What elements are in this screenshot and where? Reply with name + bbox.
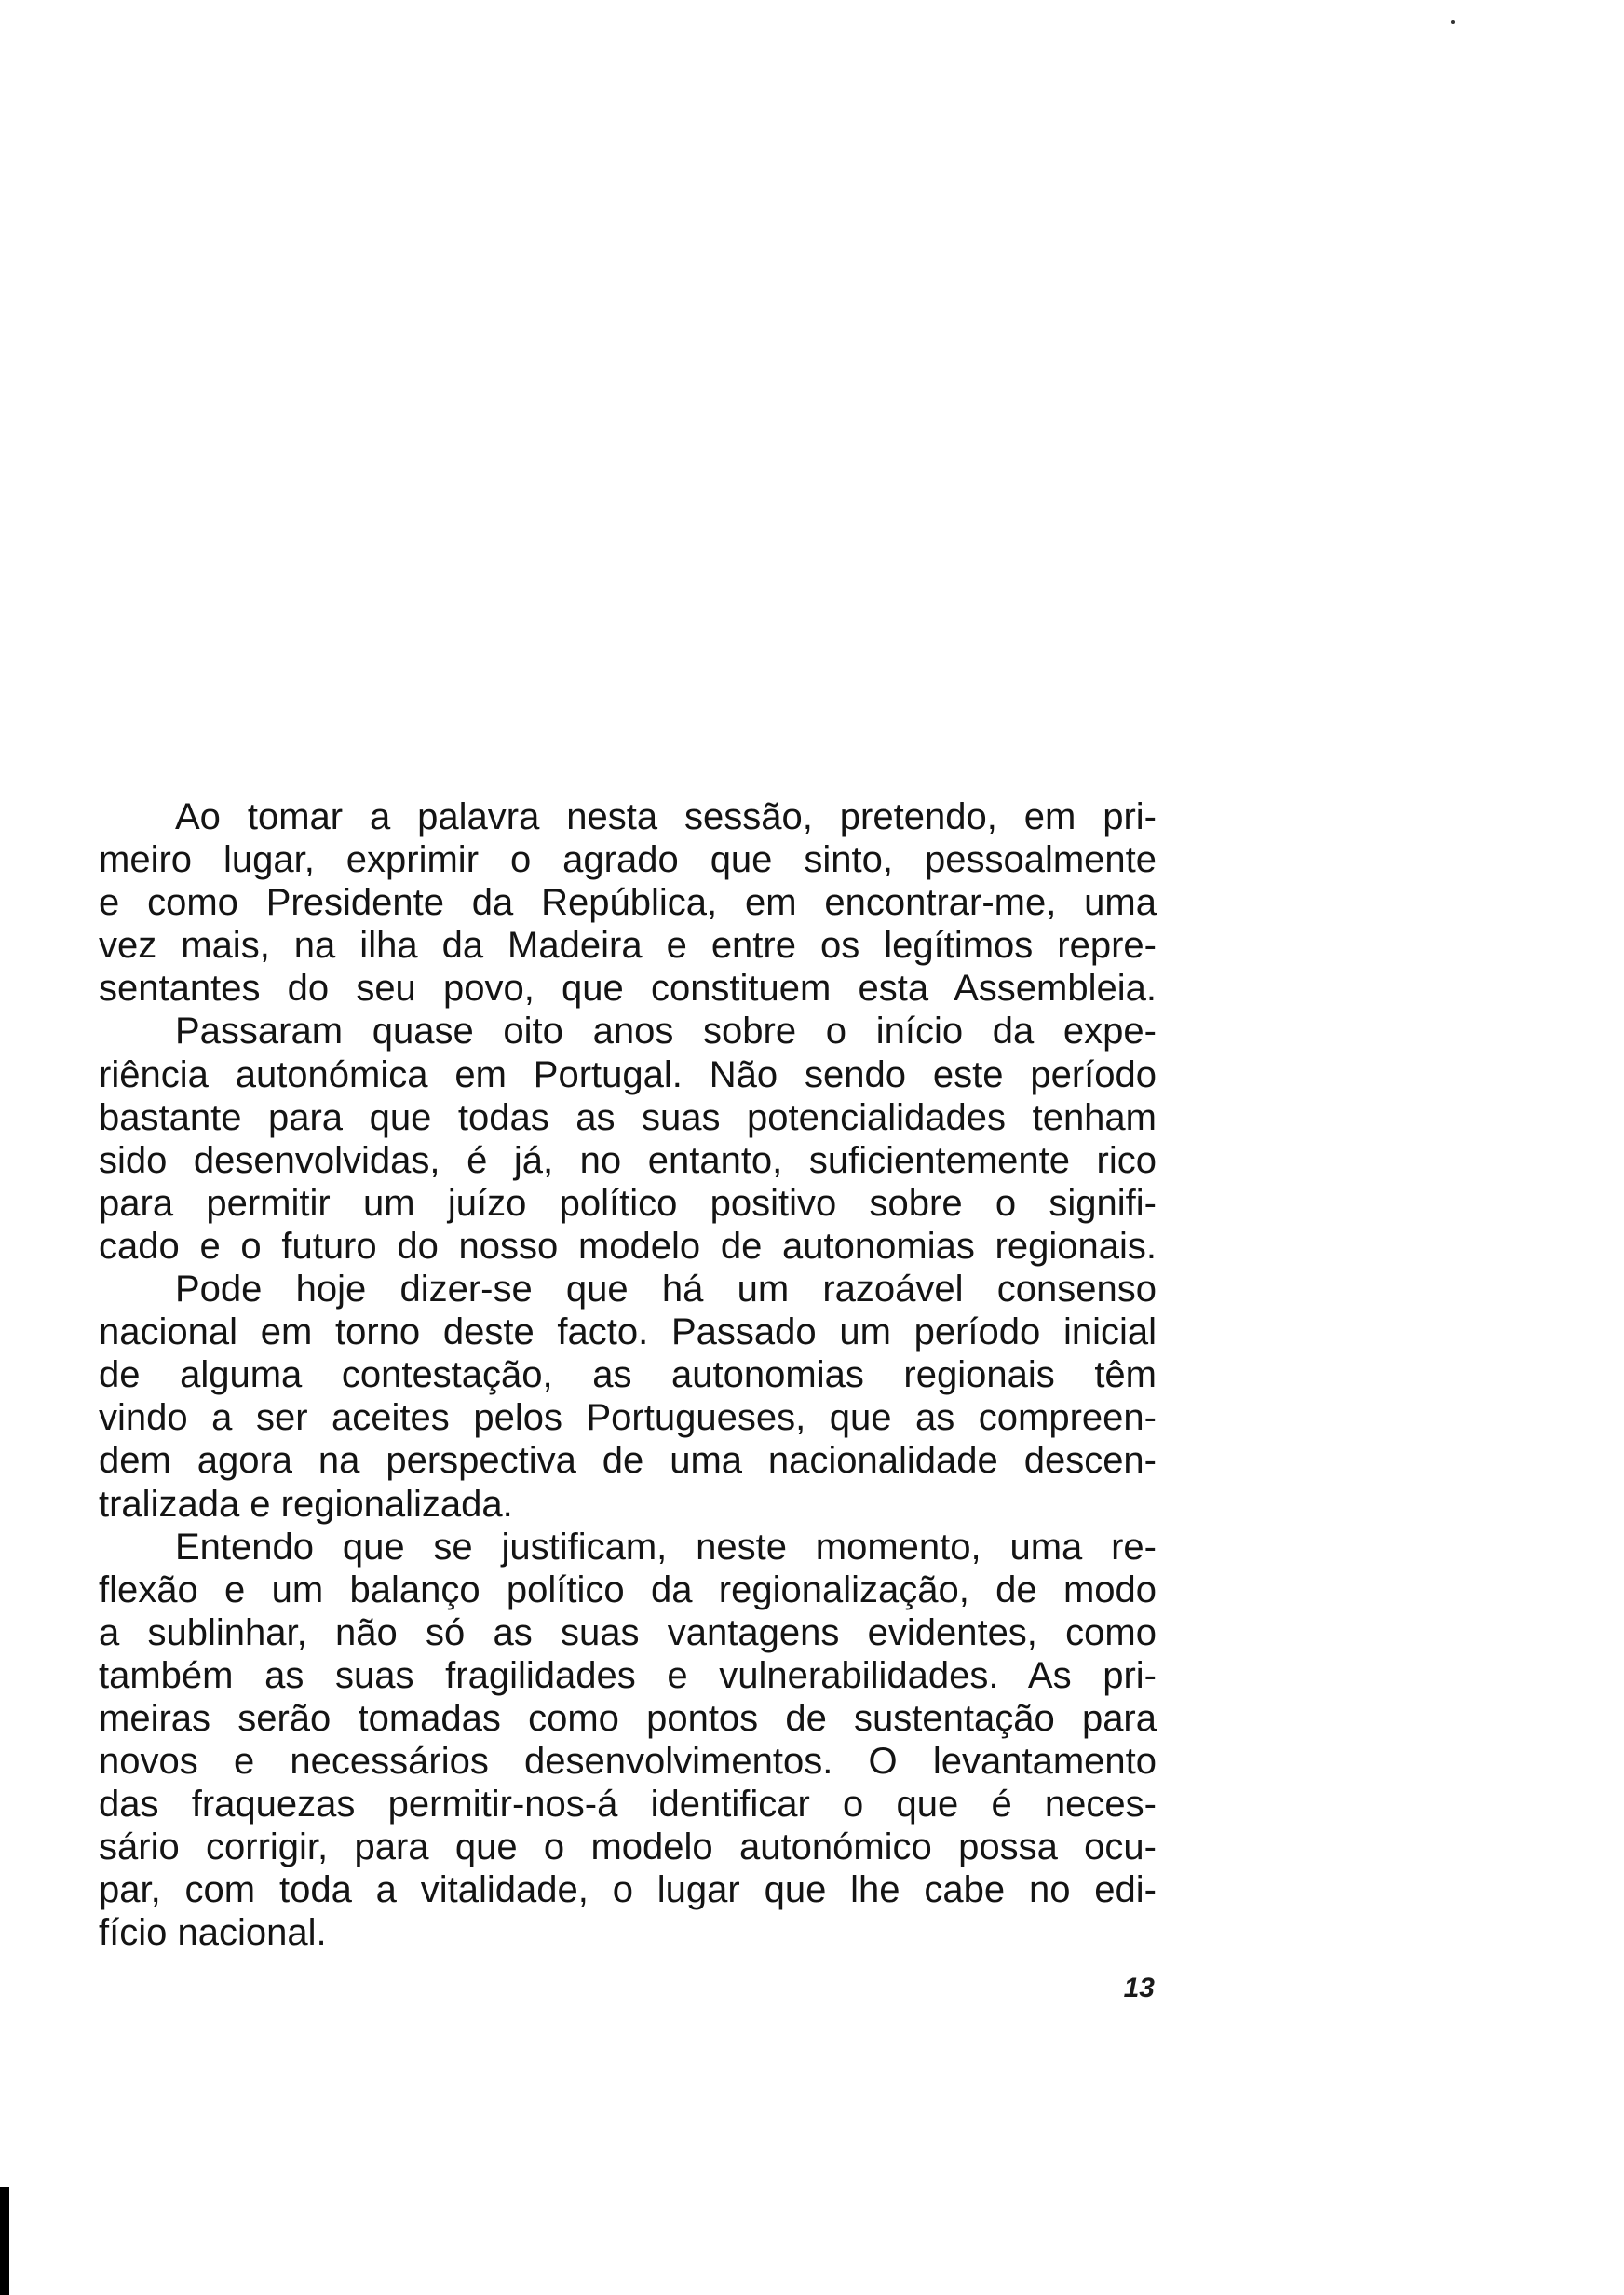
text-line: vindo a ser aceites pelos Portugueses, que as compreen-	[99, 1397, 1157, 1439]
text-line: Entendo que se justificam, neste momento, uma re-	[175, 1526, 1157, 1568]
text-line: fício nacional.	[99, 1912, 327, 1954]
text-line: novos e necessários desenvolvimentos. O levantamento	[99, 1741, 1157, 1783]
text-line: para permitir um juízo político positivo sobre o signifi-	[99, 1182, 1157, 1224]
text-line: e como Presidente da República, em encontrar-me, uma	[99, 882, 1157, 924]
text-line: das fraquezas permitir-nos-á identificar o que é neces-	[99, 1784, 1157, 1826]
paragraph-1	[99, 795, 1157, 1010]
text-line: par, com toda a vitalidade, o lugar que lhe cabe no edi-	[99, 1869, 1157, 1911]
text-line: Ao tomar a palavra nesta sessão, pretendo, em pri-	[175, 796, 1157, 837]
text-line: a sublinhar, não só as suas vantagens evidentes, como	[99, 1611, 1157, 1653]
text-line: Pode hoje dizer-se que há um razoável consenso	[175, 1269, 1157, 1310]
text-line: de alguma contestação, as autonomias regionais têm	[99, 1354, 1157, 1396]
text-line: meiras serão tomadas como pontos de sustentação para	[99, 1697, 1157, 1739]
paragraph-4	[99, 1526, 1157, 1955]
paragraph-3	[99, 1268, 1157, 1526]
text-line: meiro lugar, exprimir o agrado que sinto, pessoalmente	[99, 839, 1157, 881]
text-line: nacional em torno deste facto. Passado um período inicial	[99, 1311, 1157, 1353]
text-line: sentantes do seu povo, que constituem esta Assembleia.	[99, 968, 1157, 1010]
paragraph-2	[99, 1010, 1157, 1268]
scan-edge-mark	[0, 2187, 9, 2295]
text-line: Passaram quase oito anos sobre o início da expe-	[175, 1011, 1157, 1052]
text-line: riência autonómica em Portugal. Não sendo este período	[99, 1053, 1157, 1095]
text-line: também as suas fragilidades e vulnerabilidades. As pri-	[99, 1654, 1157, 1696]
text-line: sido desenvolvidas, é já, no entanto, suficientemente rico	[99, 1139, 1157, 1181]
text-line: vez mais, na ilha da Madeira e entre os legítimos repre-	[99, 925, 1157, 967]
text-line: cado e o futuro do nosso modelo de autonomias regionais.	[99, 1225, 1157, 1267]
text-line: sário corrigir, para que o modelo autonómico possa ocu-	[99, 1826, 1157, 1868]
text-line: tralizada e regionalizada.	[99, 1483, 513, 1525]
scan-speck	[1451, 20, 1455, 24]
text-line: flexão e um balanço político da regionalização, de modo	[99, 1568, 1157, 1610]
text-line: dem agora na perspectiva de uma nacionalidade descen-	[99, 1440, 1157, 1482]
body-text	[99, 795, 1157, 1955]
text-line: bastante para que todas as suas potencialidades tenham	[99, 1096, 1157, 1138]
page-number: 13	[1123, 1973, 1155, 2003]
